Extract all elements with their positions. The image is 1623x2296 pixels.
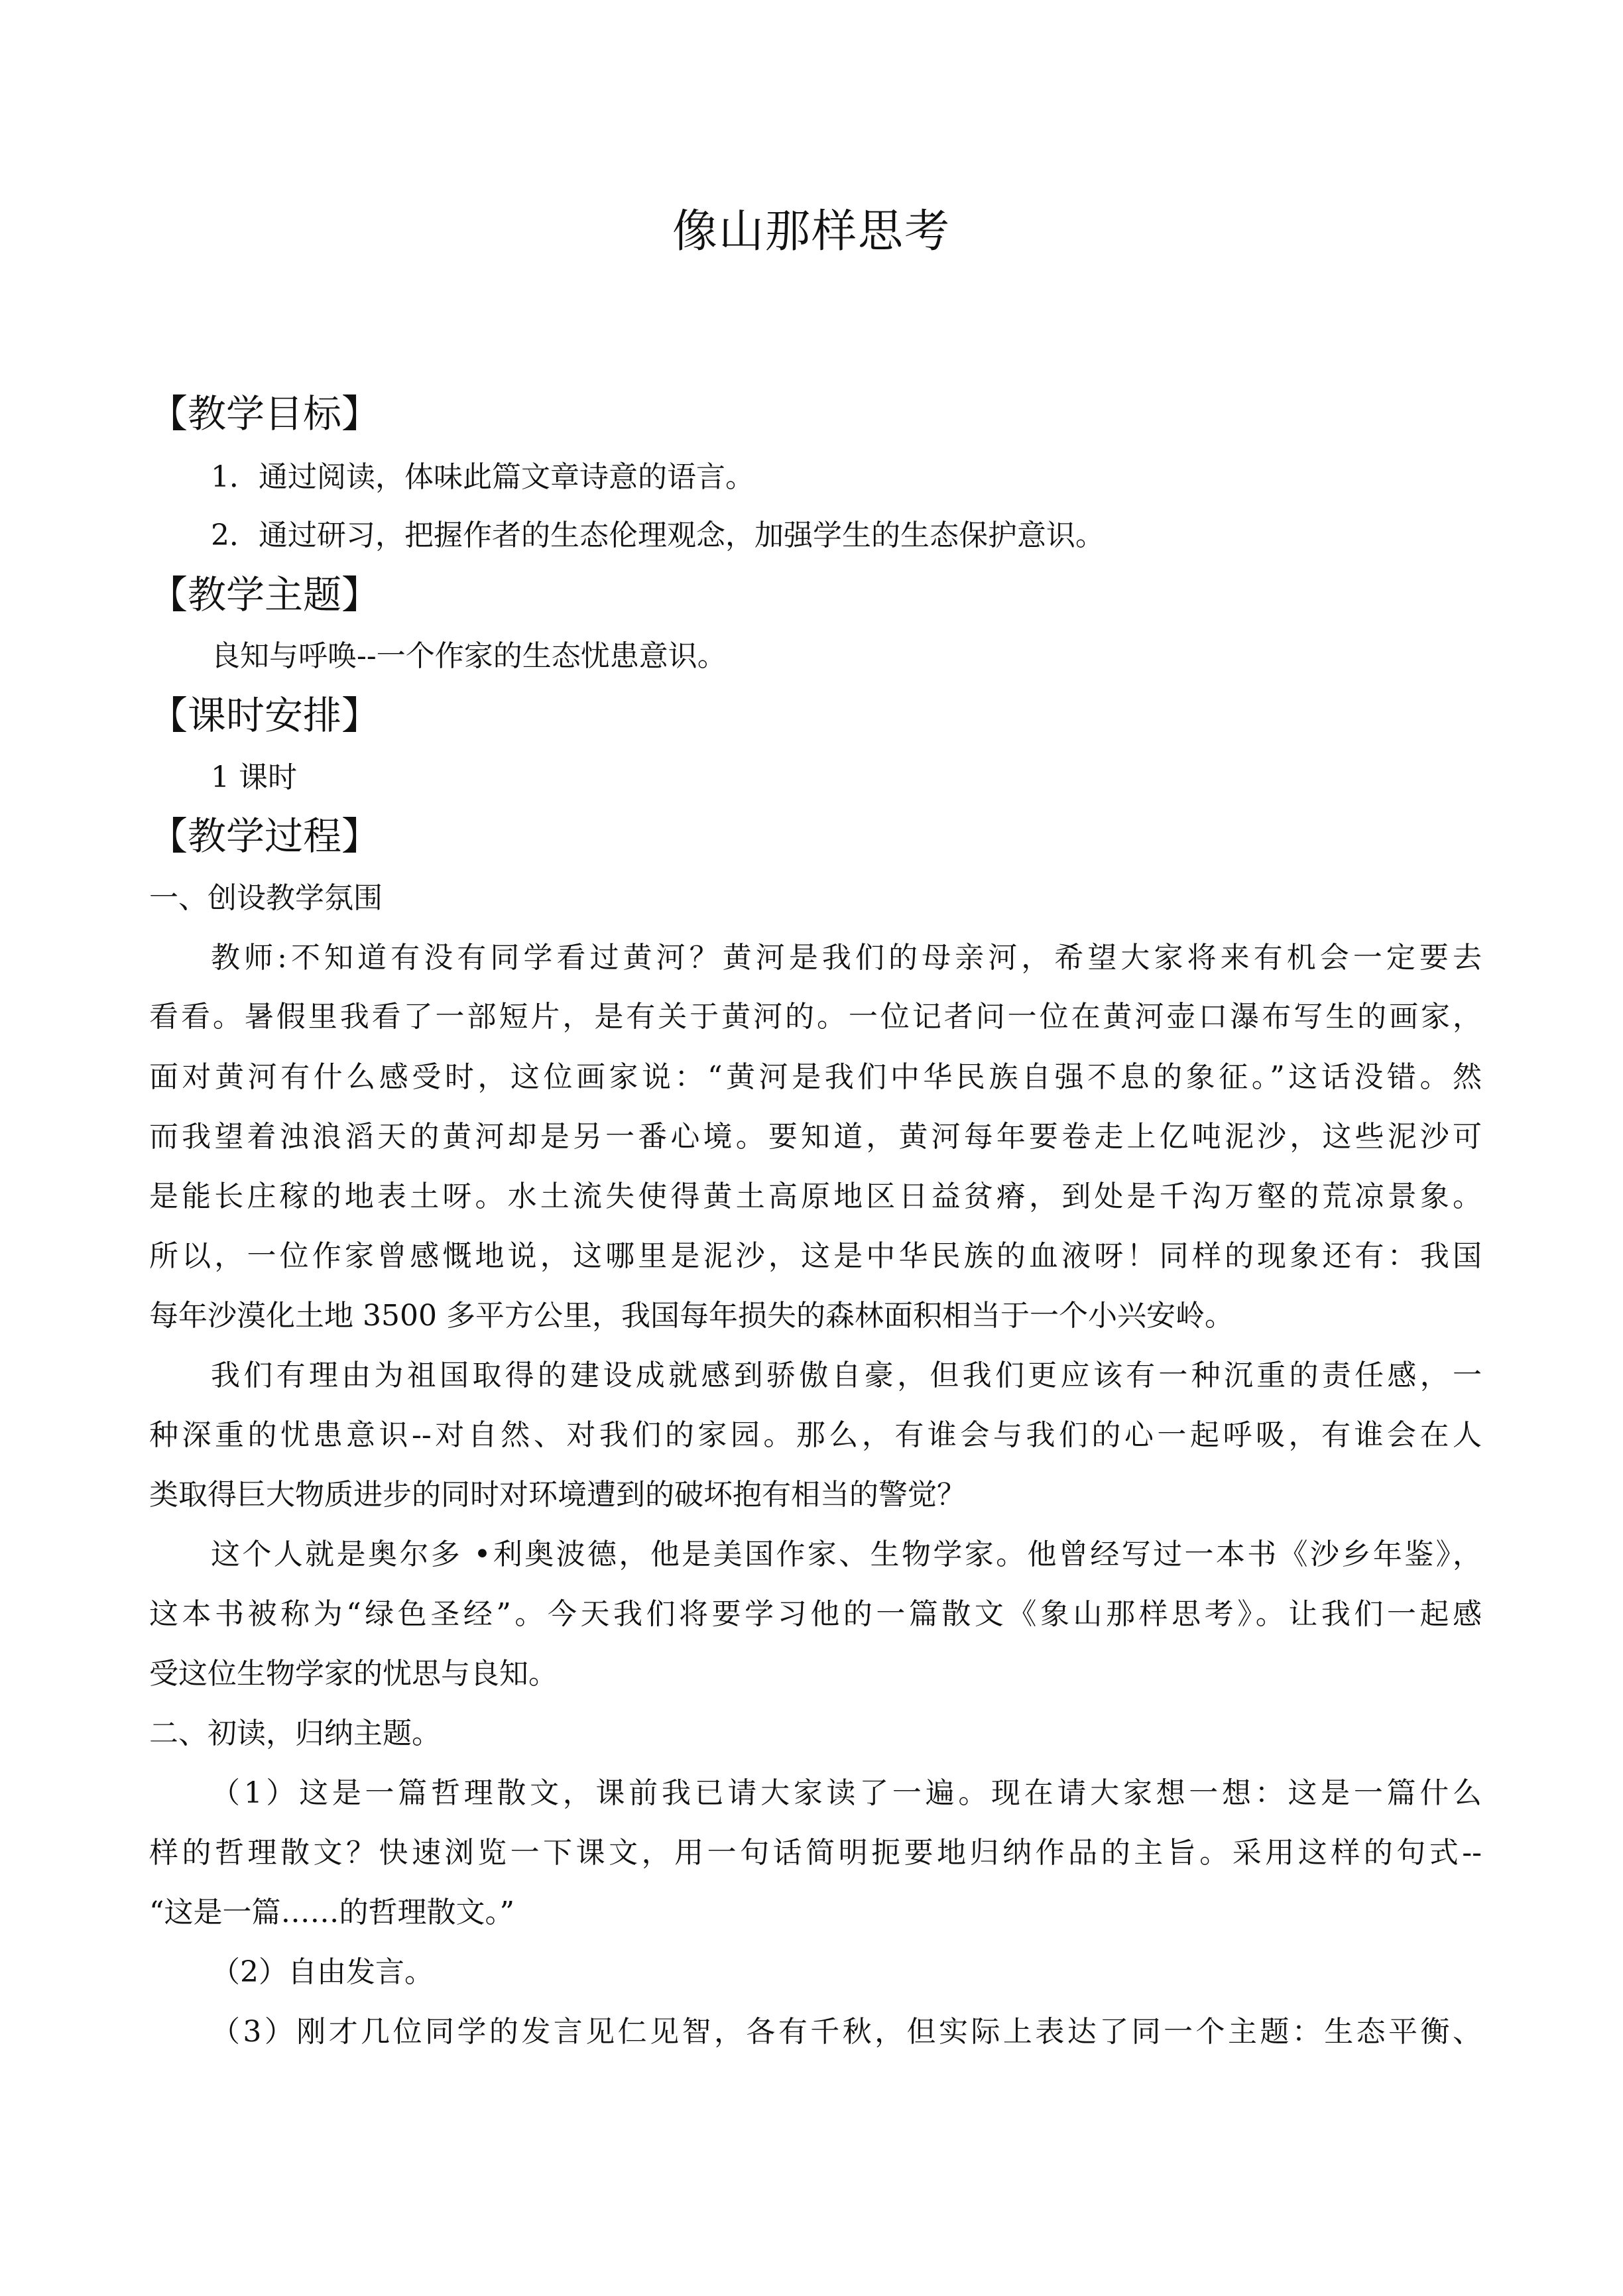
paragraph-line: 这本书被称为“绿色圣经”。今天我们将要学习他的一篇散文《象山那样思考》。让我们一起感 xyxy=(149,1597,1482,1631)
heading-teaching-process: 【教学过程】 xyxy=(149,814,381,859)
paragraph-line: 看看。暑假里我看了一部短片，是有关于黄河的。一位记者问一位在黄河壶口瀑布写生的画家， xyxy=(149,1000,1482,1034)
page-title: 像山那样思考 xyxy=(672,206,951,258)
paragraph-line: 这个人就是奥尔多 •利奥波德，他是美国作家、生物学家。他曾经写过一本书《沙乡年鉴》， xyxy=(211,1538,1482,1571)
paragraph-line: 是能长庄稼的地表土呀。水土流失使得黄土高原地区日益贫瘠，到处是千沟万壑的荒凉景象。 xyxy=(149,1179,1482,1213)
part2-title: 二、初读，归纳主题。 xyxy=(149,1717,441,1750)
paragraph-line: 而我望着浊浪滔天的黄河却是另一番心境。要知道，黄河每年要卷走上亿吨泥沙，这些泥沙可 xyxy=(149,1120,1482,1154)
heading-teaching-goals: 【教学目标】 xyxy=(149,391,381,436)
goal-item-1: 1．通过阅读，体味此篇文章诗意的语言。 xyxy=(211,460,754,494)
paragraph-line: 每年沙漠化土地 3500 多平方公里，我国每年损失的森林面积相当于一个小兴安岭。 xyxy=(149,1299,1234,1333)
paragraph-line: 类取得巨大物质进步的同时对环境遭到的破坏抱有相当的警觉？ xyxy=(149,1478,966,1512)
paragraph-line: 种深重的忧患意识--对自然、对我们的家园。那么，有谁会与我们的心一起呼吸，有谁会在人 xyxy=(149,1418,1482,1452)
theme-text: 良知与呼唤--一个作家的生态忧患意识。 xyxy=(211,639,727,673)
paragraph-line: （3）刚才几位同学的发言见仁见智，各有千秋，但实际上表达了同一个主题：生态平衡、 xyxy=(211,2015,1482,2049)
paragraph-line: 所以，一位作家曾感慨地说，这哪里是泥沙，这是中华民族的血液呀！同样的现象还有：我国 xyxy=(149,1239,1482,1273)
paragraph-line: 面对黄河有什么感受时，这位画家说：“黄河是我们中华民族自强不息的象征。”这话没错。然 xyxy=(149,1060,1482,1094)
heading-teaching-theme: 【教学主题】 xyxy=(149,572,381,617)
paragraph-line: （2）自由发言。 xyxy=(211,1955,434,1989)
paragraph-line: 受这位生物学家的忧思与良知。 xyxy=(149,1657,558,1691)
paragraph-line: （1）这是一篇哲理散文，课前我已请大家读了一遍。现在请大家想一想：这是一篇什么 xyxy=(211,1776,1482,1810)
paragraph-line: 教师:不知道有没有同学看过黄河？黄河是我们的母亲河，希望大家将来有机会一定要去 xyxy=(211,941,1482,975)
paragraph-line: “这是一篇……的哲理散文。” xyxy=(149,1896,514,1929)
heading-class-schedule: 【课时安排】 xyxy=(149,693,381,738)
goal-item-2: 2．通过研习，把握作者的生态伦理观念，加强学生的生态保护意识。 xyxy=(211,518,1105,552)
part1-title: 一、创设教学氛围 xyxy=(149,881,383,915)
paragraph-line: 我们有理由为祖国取得的建设成就感到骄傲自豪，但我们更应该有一种沉重的责任感，一 xyxy=(211,1359,1482,1392)
schedule-text: 1 课时 xyxy=(211,760,297,794)
paragraph-line: 样的哲理散文？快速浏览一下课文，用一句话简明扼要地归纳作品的主旨。采用这样的句式-- xyxy=(149,1836,1482,1870)
